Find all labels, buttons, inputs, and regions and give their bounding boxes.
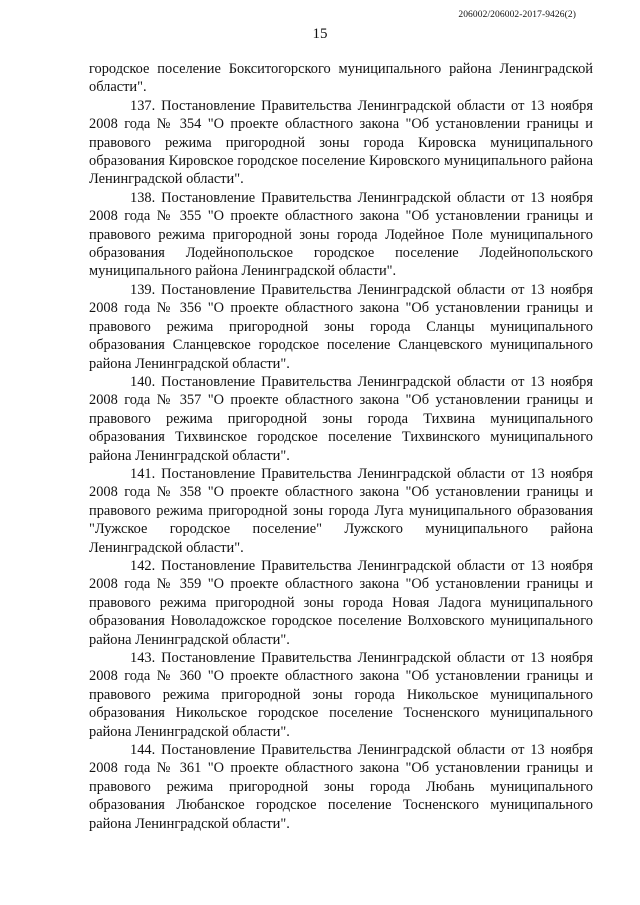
document-code: 206002/206002-2017-9426(2) bbox=[458, 10, 576, 20]
list-item-142: 142. Постановление Правительства Ленинградской области от 13 ноября 2008 года № 359 "О проекте областного закона "Об установлении границы и правового режима пригородной зоны города Новая Ладога муниципального образования Новоладожское городское поселение Волховского муниципального района Ленинградской области". bbox=[89, 557, 593, 648]
list-item-144: 144. Постановление Правительства Ленинградской области от 13 ноября 2008 года № 361 "О проекте областного закона "Об установлении границы и правового режима пригородной зоны города Любань муниципального образования Любанское городское поселение Тосненского муниципального района Ленинградской области". bbox=[89, 742, 593, 832]
page-number: 15 bbox=[312, 26, 328, 42]
list-item-139: 139. Постановление Правительства Ленинградской области от 13 ноября 2008 года № 356 "О проекте областного закона "Об установлении границы и правового режима пригородной зоны города Сланцы муниципального образования Сланцевское городское поселение Сланцевского муниципального района Ленинградской области". bbox=[89, 281, 593, 372]
list-item-141: 141. Постановление Правительства Ленинградской области от 13 ноября 2008 года № 358 "О проекте областного закона "Об установлении границы и правового режима пригородной зоны города Луга муниципального образования "Лужское городское поселение" Лужского муниципального района Ленинградской области". bbox=[89, 465, 593, 556]
paragraph-continuation: городское поселение Бокситогорского муниципального района Ленинградской области". bbox=[89, 61, 593, 96]
document-body bbox=[89, 60, 593, 833]
list-item-138: 138. Постановление Правительства Ленинградской области от 13 ноября 2008 года № 355 "О проекте областного закона "Об установлении границы и правового режима пригородной зоны города Лодейное Поле муниципального образования Лодейнопольское городское поселение Лодейнопольского муниципального района Ленинградской области". bbox=[89, 189, 593, 280]
list-item-143: 143. Постановление Правительства Ленинградской области от 13 ноября 2008 года № 360 "О проекте областного закона "Об установлении границы и правового режима пригородной зоны города Никольское муниципального образования Никольское городское поселение Тосненского муниципального района Ленинградской области". bbox=[89, 650, 593, 740]
list-item-137: 137. Постановление Правительства Ленинградской области от 13 ноября 2008 года № 354 "О проекте областного закона "Об установлении границы и правового режима пригородной зоны города Кировска муниципального образования Кировское городское поселение Кировского муниципального района Ленинградской области". bbox=[89, 97, 593, 188]
list-item-140: 140. Постановление Правительства Ленинградской области от 13 ноября 2008 года № 357 "О проекте областного закона "Об установлении границы и правового режима пригородной зоны города Тихвина муниципального образования Тихвинское городское поселение Тихвинского муниципального района Ленинградской области". bbox=[89, 373, 593, 464]
